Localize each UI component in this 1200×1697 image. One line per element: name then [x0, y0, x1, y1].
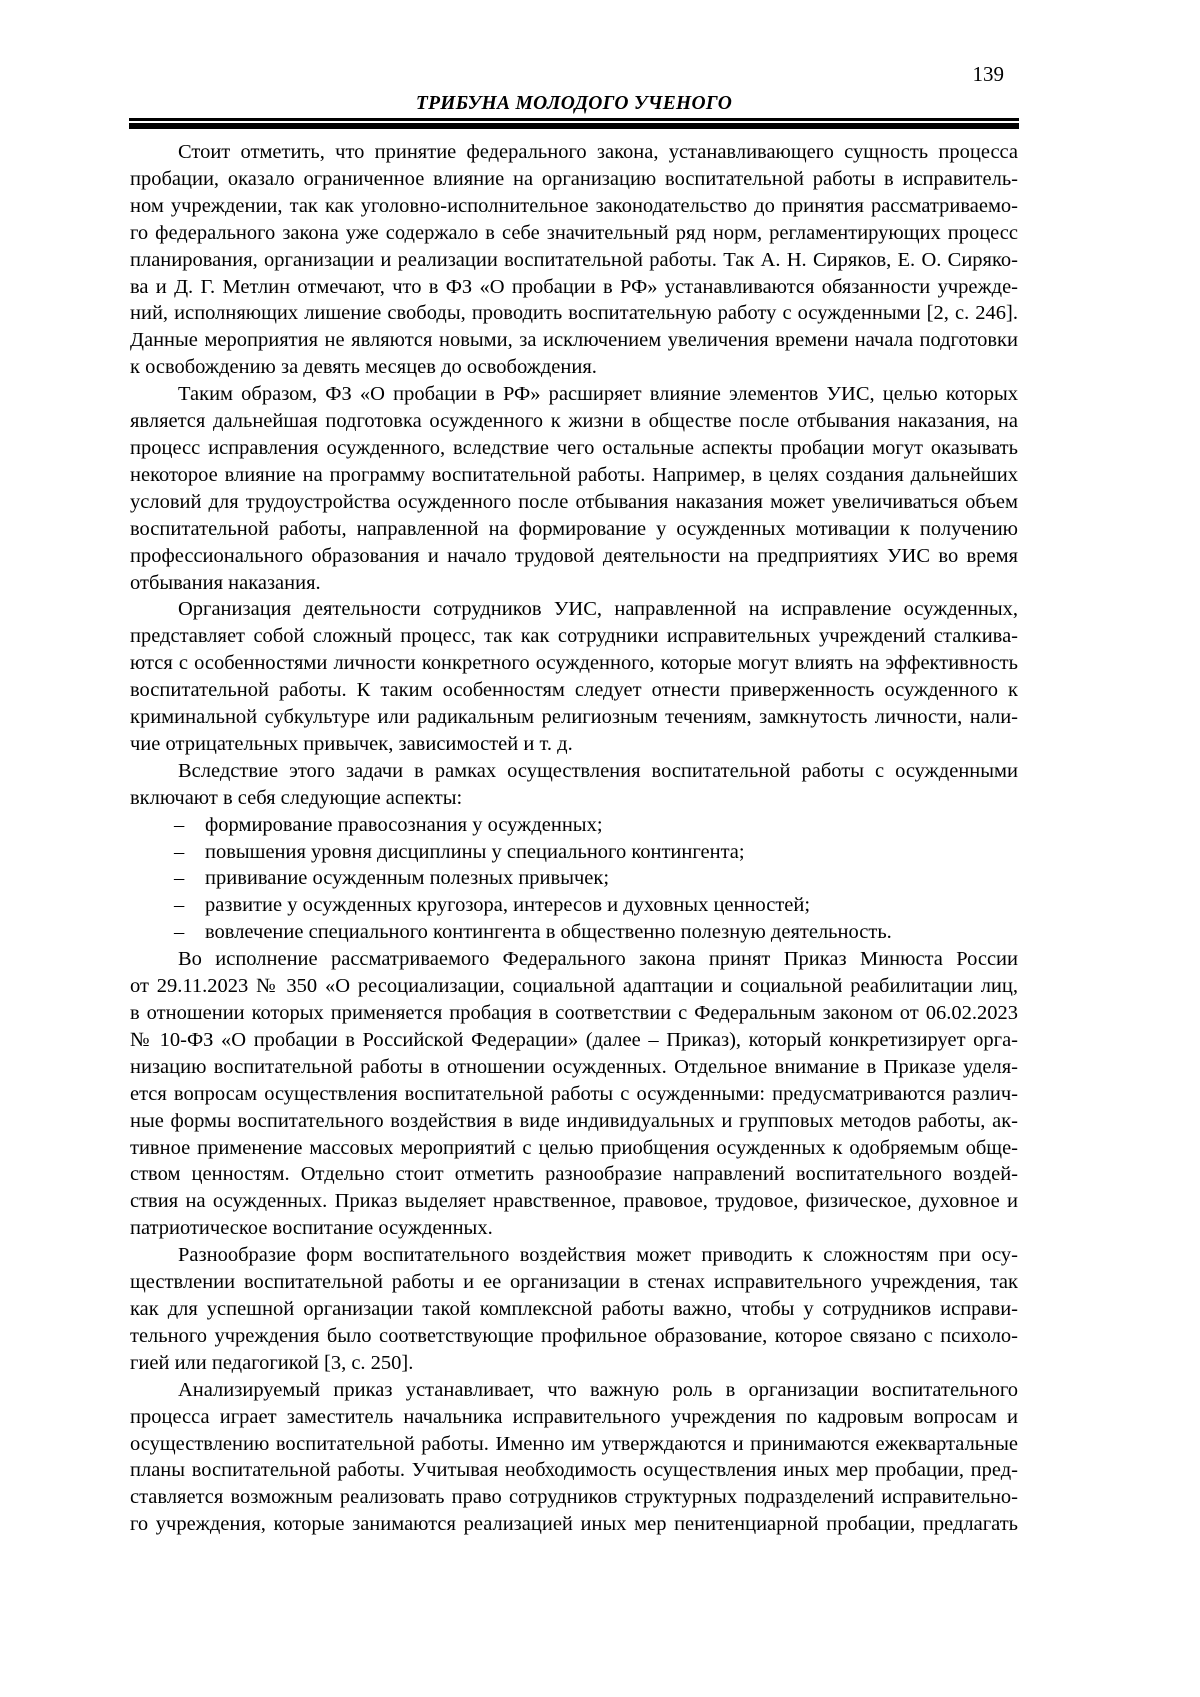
- text-line: Во исполнение рассматриваемого Федерального закона принят Приказ Минюста России: [178, 948, 1018, 971]
- text-line: ставляется возможным реализовать право сотрудников структурных подразделений исправительно-: [130, 1486, 1018, 1509]
- list-item: [130, 812, 1018, 839]
- header-double-rule: [129, 118, 1019, 129]
- text-line: Организация деятельности сотрудников УИС, направленной на исправление осужденных,: [178, 598, 1018, 621]
- text-line: го федерального закона уже содержало в себе значительный ряд норм, регламентирующих процесс: [130, 221, 1018, 244]
- text-line: воспитательной работы, направленной на формирование у осужденных мотивации к получению: [130, 517, 1018, 540]
- text-line: ществлении воспитательной работы и ее организации в стенах исправительного учреждения, так: [130, 1271, 1018, 1294]
- text-line: планирования, организации и реализации воспитательной работы. Так А. Н. Сиряков, Е. О. Сиряко-: [130, 248, 1018, 271]
- text-line: пробации, оказало ограниченное влияние на организацию воспитательной работы в исправитель-: [130, 167, 1018, 190]
- text-line: Таким образом, ФЗ «О пробации в РФ» расширяет влияние элементов УИС, целью которых: [178, 383, 1018, 406]
- text-line: ствия на осужденных. Приказ выделяет нравственное, правовое, трудовое, физическое, духовное и: [130, 1190, 1018, 1213]
- dash-marker: –: [174, 867, 185, 890]
- bullet-list: [130, 812, 1018, 947]
- text-line: представляет собой сложный процесс, так как сотрудники исправительных учреждений сталкива-: [130, 625, 1018, 648]
- text-line: Разнообразие форм воспитательного воздействия может приводить к сложностям при осу-: [178, 1244, 1018, 1267]
- text-line: Вследствие этого задачи в рамках осуществления воспитательной работы с осужденными: [178, 759, 1018, 782]
- text-line: является дальнейшая подготовка осужденного к жизни в обществе после отбывания наказания, на: [130, 410, 1018, 433]
- paragraph: [130, 758, 1018, 812]
- text-line: чие отрицательных привычек, зависимостей и т. д.: [130, 732, 573, 755]
- dash-marker: –: [174, 840, 185, 863]
- text-line: от 29.11.2023 № 350 «О ресоциализации, социальной адаптации и социальной реабилитации лиц,: [130, 975, 1018, 998]
- text-line: Стоит отметить, что принятие федерального закона, устанавливающего сущность процесса: [178, 141, 1018, 163]
- text-line: патриотическое воспитание осужденных.: [130, 1217, 493, 1240]
- running-head-title: ТРИБУНА МОЛОДОГО УЧЕНОГО: [415, 93, 733, 114]
- list-item: [130, 839, 1018, 866]
- list-item-text: развитие у осужденных кругозора, интересов и духовных ценностей;: [205, 894, 811, 917]
- paragraph: [130, 596, 1018, 757]
- article-body: [130, 139, 1018, 1538]
- text-line: ний, исполняющих лишение свободы, проводить воспитательную работу с осужденными [2, с. 246].: [130, 302, 1018, 325]
- text-line: Анализируемый приказ устанавливает, что важную роль в организации воспитательного: [178, 1378, 1018, 1401]
- list-item: [130, 865, 1018, 892]
- text-line: тивное применение массовых мероприятий с целью приобщения осужденных к одобряемым обще-: [130, 1136, 1018, 1159]
- paragraph: [130, 1242, 1018, 1377]
- paragraph: [130, 139, 1018, 381]
- list-item-text: прививание осужденным полезных привычек;: [205, 867, 610, 890]
- text-line: криминальной субкультуре или радикальным религиозным течениям, замкнутость личности, нали-: [130, 706, 1018, 729]
- dash-marker: –: [174, 894, 185, 917]
- text-line: тельного учреждения было соответствующие профильное образование, которое связано с психоло-: [130, 1324, 1018, 1347]
- paragraph: [130, 381, 1018, 596]
- paragraph: [130, 1377, 1018, 1538]
- text-line: № 10-ФЗ «О пробации в Российской Федерации» (далее – Приказ), который конкретизирует орга-: [130, 1028, 1018, 1051]
- text-line: ются с особенностями личности конкретного осужденного, которые могут влиять на эффективность: [130, 652, 1018, 675]
- text-line: ные формы воспитательного воздействия в виде индивидуальных и групповых методов работы, ак-: [130, 1109, 1018, 1132]
- text-line: в отношении которых применяется пробация в соответствии с Федеральным законом от 06.02.2023: [130, 1002, 1018, 1024]
- text-line: некоторое влияние на программу воспитательной работы. Например, в целях создания дальнейших: [130, 463, 1018, 486]
- text-line: гией или педагогикой [3, с. 250].: [130, 1351, 414, 1374]
- text-line: условий для трудоустройства осужденного после отбывания наказания может увеличиваться объем: [130, 490, 1018, 513]
- list-item-text: повышения уровня дисциплины у специального контингента;: [205, 840, 745, 863]
- dash-marker: –: [174, 921, 185, 944]
- list-item-text: вовлечение специального контингента в общественно полезную деятельность.: [205, 921, 892, 944]
- rule-thick-line: [129, 123, 1019, 129]
- text-line: отбывания наказания.: [130, 571, 321, 594]
- text-line: ва и Д. Г. Метлин отмечают, что в ФЗ «О пробации в РФ» устанавливаются обязанности учрежде-: [130, 275, 1018, 298]
- text-line: планы воспитательной работы. Учитывая необходимость осуществления иных мер пробации, пред-: [130, 1459, 1018, 1482]
- text-line: ном учреждении, так как уголовно-исполнительное законодательство до принятия рассматриваемо-: [130, 194, 1018, 217]
- text-line: к освобождению за девять месяцев до освобождения.: [130, 356, 597, 379]
- list-item: [130, 892, 1018, 919]
- dash-marker: –: [174, 813, 185, 836]
- text-line: ством ценностям. Отдельно стоит отметить разнообразие направлений воспитательного воздей-: [130, 1163, 1018, 1186]
- text-line: воспитательной работы. К таким особенностям следует отнести приверженность осужденного к: [130, 679, 1018, 702]
- text-line: процесса играет заместитель начальника исправительного учреждения по кадровым вопросам и: [130, 1405, 1018, 1428]
- text-line: го учреждения, которые занимаются реализацией иных мер пенитенциарной пробации, предлагать: [130, 1513, 1018, 1536]
- page-number: 139: [972, 62, 1004, 86]
- text-line: ется вопросам осуществления воспитательной работы с осужденными: предусматриваются различ-: [130, 1082, 1018, 1105]
- list-item-text: формирование правосознания у осужденных;: [205, 813, 603, 836]
- paragraph: [130, 946, 1018, 1242]
- text-line: профессионального образования и начало трудовой деятельности на предприятиях УИС во время: [130, 544, 1018, 567]
- text-line: процесс исправления осужденного, вследствие чего остальные аспекты пробации могут оказывать: [130, 436, 1018, 459]
- text-line: Данные мероприятия не являются новыми, за исключением увеличения времени начала подготовки: [130, 329, 1018, 352]
- text-line: включают в себя следующие аспекты:: [130, 786, 463, 809]
- list-item: [130, 919, 1018, 946]
- text-line: осуществлению воспитательной работы. Именно им утверждаются и принимаются ежеквартальные: [130, 1432, 1018, 1455]
- text-line: как для успешной организации такой комплексной работы важно, чтобы у сотрудников исправи-: [130, 1297, 1018, 1320]
- text-line: низацию воспитательной работы в отношении осужденных. Отдельное внимание в Приказе уделя-: [130, 1055, 1018, 1078]
